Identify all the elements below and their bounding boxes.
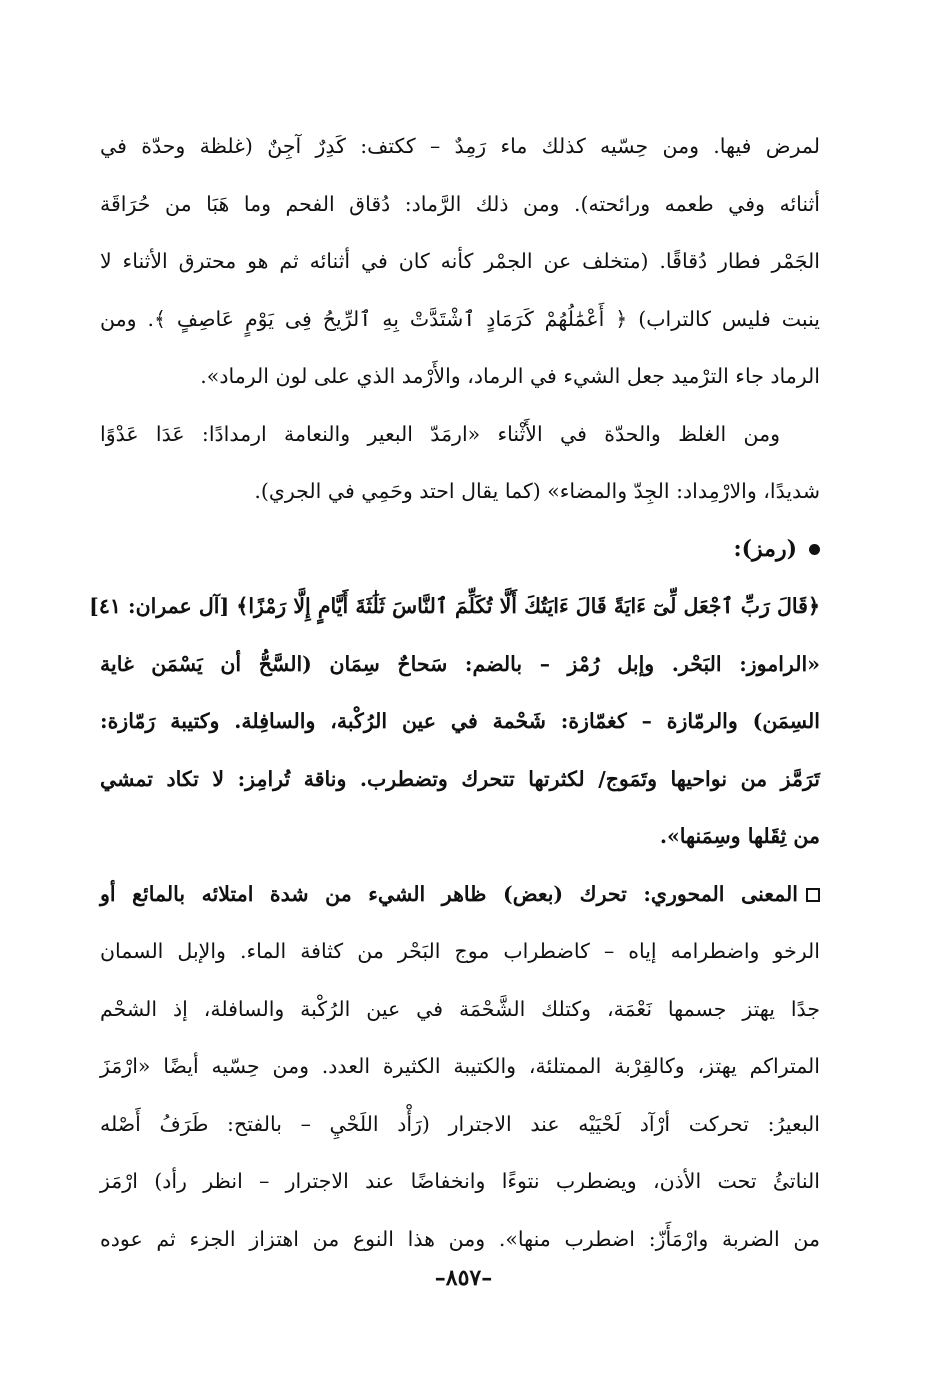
text-line: الناتئُ تحت الأذن، ويضطرب نتوءًا وانخفاضًا عند الاجترار – انظر رأد) ارْمَز <box>100 1169 820 1193</box>
heading-text: (رمز): <box>733 535 797 562</box>
text-line: ومن الغلظ والحدّة في الأَثْناء «ارمَدّ البعير والنعامة ارمدادًا: عَدَا عَدْوًا <box>100 421 780 446</box>
paragraph-4 <box>100 866 820 1269</box>
text-line: من الضربة وارْمَأَزّ: اضطرب منها». ومن هذا النوع من اهتزاز الجزء ثم عوده <box>100 1226 820 1251</box>
text-line: تَرَمَّز من نواحيها وتَمَوج/ لكثرتها تتحرك وتضطرب. وناقة تُرامِز: لا تكاد تمشي <box>100 766 820 791</box>
text-line: المتراكم يهتز، وكالقِرْبة الممتلئة، والكتيبة الكثيرة العدد. ومن حِسّيه أيضًا «ارْمَزَ <box>100 1054 820 1078</box>
paragraph-2 <box>100 406 820 521</box>
paragraph-1 <box>100 118 820 406</box>
text-line: شديدًا، والارْمِداد: الجِدّ والمضاء» (كما يقال احتد وحَمِي في الجري). <box>254 479 820 503</box>
text-line: «الراموز: البَحْر. وإبل رُمْز – بالضم: سَحاحٌ سِمَان (السَّحُّ أن يَسْمَن غاية <box>100 651 820 676</box>
text-line: السِمَن) والرمّازة – كغمّازة: شَحْمة في عين الرُكْبة، والسافِلة. وكتيبة رَمّازة: <box>100 709 820 733</box>
text-line <box>100 866 820 924</box>
text-line: الرخو واضطرامه إياه – كاضطراب موج البَحْر من كثافة الماء. والإبل السمان <box>100 939 820 963</box>
text-line: لمرض فيها. ومن حِسّيه كذلك ماء رَمِدٌ – ككتف: كَدِرٌ آجِنٌ (غلظة وحدّة في <box>100 134 820 158</box>
text-line: جدًا يهتز جسمها نَعْمَة، وكتلك الشَّحْمَة في عين الرُكْبة والسافلة، إذ الشحْم <box>100 996 820 1021</box>
section-heading <box>100 521 820 579</box>
paragraph-3 <box>100 636 820 866</box>
page-body <box>89 118 820 1268</box>
page-number: –٨٥٧– <box>434 1265 493 1291</box>
quran-verse: ﴿قَالَ رَبِّ ٱجْعَل لِّىٓ ءَايَةً قَالَ ءَايَتُكَ أَلَّا تُكَلِّمَ ٱلنَّاسَ ثَلَٰثَةَ أَيَّامٍ إِلَّا رَمْزًا﴾ [آل عمران: ٤١] <box>89 594 820 618</box>
text-line: من ثِقَلها وسِمَنها». <box>659 824 820 848</box>
bullet-icon <box>809 544 820 555</box>
text-line: ينبت فليس كالتراب) ﴿ أَعْمَٰلُهُمْ كَرَمَادٍ ٱشْتَدَّتْ بِهِ ٱلرِّيحُ فِى يَوْمٍ عَاصِفٍ ﴾. ومن <box>100 306 820 331</box>
text-line: الجَمْر فطار دُقاقًا. (متخلف عن الجمْر كأنه كان في أثنائه ثم هو محترق الأثناء لا <box>100 249 820 273</box>
text-line: البعيرُ: تحركت أرْآد لَحْيَيْه عند الاجترار (رَأْد اللَحْيِ – بالفتح: طَرَفُ أَصْله <box>100 1111 820 1136</box>
text-line: الرماد جاء الترْميد جعل الشيء في الرماد، والأَرْمد الذي على لون الرماد». <box>200 364 820 388</box>
central-meaning-text: المعنى المحوري: تحرك (بعض) ظاهر الشيء من شدة امتلائه بالمائع أو <box>100 881 798 906</box>
square-icon <box>806 888 820 902</box>
text-line: أثنائه وفي طعمه ورائحته). ومن ذلك الرَّماد: دُقاق الفحم وما هَبَا من حُرَاقَة <box>100 191 820 216</box>
